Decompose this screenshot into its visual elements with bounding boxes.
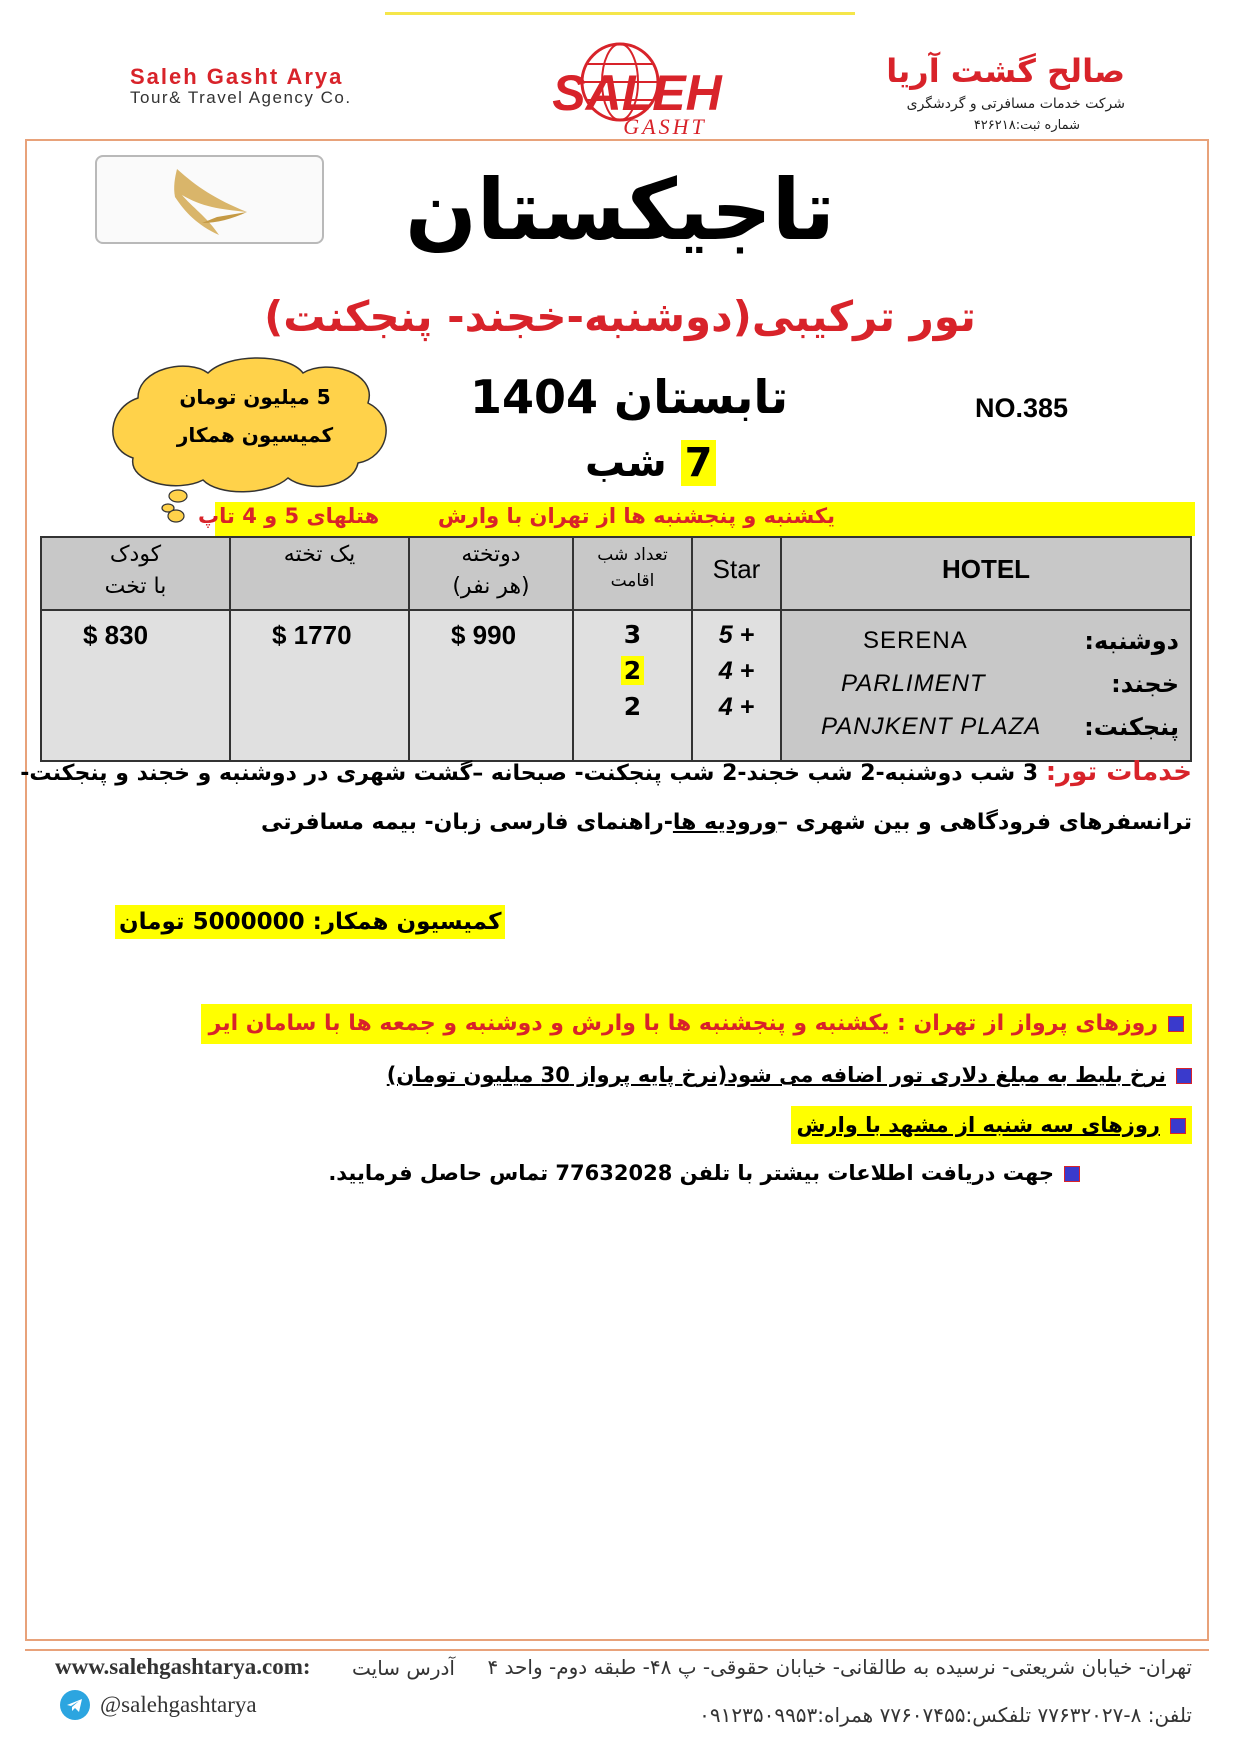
bullet-icon [1170, 1118, 1186, 1134]
commission-cloud-text [130, 378, 380, 454]
price-double: $ 990 [451, 620, 517, 650]
header-child: کودک با تخت [41, 537, 230, 610]
header-star: Star [692, 537, 781, 610]
nights-dushanbe: 3 [623, 620, 642, 649]
hotel-price-table [40, 536, 1192, 762]
bullet-icon [1168, 1016, 1184, 1032]
hotel-city: خجند: [1111, 669, 1179, 698]
bullet-mashhad: روزهای سه شنبه از مشهد با وارش [791, 1106, 1192, 1144]
nights-number: 7 [681, 440, 717, 486]
header-single: یک تخته [230, 537, 409, 610]
hotel-class-text: هتلهای 5 و 4 تاپ [198, 504, 380, 528]
header-double: دوتخته (هر نفر) [409, 537, 573, 610]
hotel-row-panjakent [783, 705, 1189, 748]
services-line-1 [20, 757, 1192, 787]
bullet-flight-days: روزهای پرواز از تهران : یکشنبه و پنجشنبه ها با وارش و دوشنبه و جمعه ها با سامان ایر [201, 1004, 1192, 1044]
cloud-line-1: 5 میلیون تومان [179, 385, 331, 409]
nights-count [585, 440, 716, 486]
header-decor-line [385, 12, 855, 15]
nights-panjakent: 2 [623, 692, 642, 721]
hotel-city: دوشنبه: [1084, 626, 1179, 655]
company-logo-mark [525, 30, 750, 140]
page-title: تاجیکستان [405, 161, 835, 259]
footer-phones: تلفن: ۸-۷۷۶۳۲۰۲۷ تلفکس:۷۷۶۰۷۴۵۵ همراه:۰۹۱۲۳۵۰۹۹۵۳ [699, 1703, 1192, 1727]
cell-price-child [41, 610, 230, 761]
logo-mark-word: SALEH [552, 65, 722, 121]
table-header-row [41, 537, 1191, 610]
logo-fa-subtitle: شرکت خدمات مسافرتی و گردشگری [906, 96, 1125, 112]
price-single: $ 1770 [272, 620, 352, 650]
price-child: $ 830 [83, 620, 149, 650]
bullet-ticket-price: نرخ بلیط به مبلغ دلاری تور اضافه می شود(نرخ پایه پرواز 30 میلیون تومان) [387, 1063, 1192, 1087]
cell-nights [573, 610, 692, 761]
logo-en-subtitle: Tour& Travel Agency Co. [130, 88, 352, 107]
header-nights: تعداد شب اقامت [573, 537, 692, 610]
star-dushanbe: 5 + [718, 621, 755, 649]
season-title: تابستان 1404 [470, 370, 788, 424]
logo-fa-registration: شماره ثبت:۴۲۶۲۱۸ [973, 118, 1080, 133]
logo-fa-name: صالح گشت آریا [886, 52, 1125, 90]
tour-number: NO.385 [975, 393, 1069, 423]
header-hotel: HOTEL [781, 537, 1191, 610]
telegram-icon [60, 1690, 90, 1720]
hotel-name: SERENA [863, 626, 968, 654]
cloud-line-2: کمیسیون همکار [176, 423, 334, 447]
bullet-icon [1176, 1068, 1192, 1084]
hotel-city: پنجکنت: [1084, 712, 1179, 741]
hotel-name: PARLIMENT [841, 669, 986, 697]
hotel-name: PANJKENT PLAZA [821, 712, 1042, 740]
table-row [41, 610, 1191, 761]
cell-price-double [409, 610, 573, 761]
bullet-icon [1064, 1166, 1080, 1182]
footer-divider [25, 1649, 1209, 1651]
services-line-2: ترانسفرهای فرودگاهی و بین شهری –ورودیه ها-راهنمای فارسی زبان- بیمه مسافرتی [261, 810, 1192, 835]
footer-website-link[interactable]: www.salehgashtarya.com: [55, 1654, 311, 1679]
hotel-row-khujand [783, 662, 1189, 705]
nights-word: شب [585, 440, 667, 486]
partner-commission: کمیسیون همکار: 5000000 تومان [115, 905, 505, 939]
flight-days-text: یکشنبه و پنجشنبه ها از تهران با وارش [437, 504, 835, 528]
nights-khujand: 2 [621, 656, 644, 685]
cell-hotels [781, 610, 1191, 761]
cell-price-single [230, 610, 409, 761]
star-panjakent: 4 + [718, 693, 755, 721]
services-label: خدمات تور: [1045, 757, 1192, 787]
logo-mark-subword: GASHT [623, 114, 707, 139]
footer-website-label: آدرس سایت [352, 1656, 455, 1680]
hotel-row-dushanbe [783, 619, 1189, 662]
cell-stars [692, 610, 781, 761]
bullet-contact: جهت دریافت اطلاعات بیشتر با تلفن 77632028 تماس حاصل فرمایید. [328, 1161, 1080, 1185]
tour-subtitle: تور ترکیبی(دوشنبه-خجند- پنجکنت) [264, 292, 976, 341]
footer-address: تهران- خیابان شریعتی- نرسیده به طالقانی- خیابان حقوقی- پ ۴۸- طبقه دوم- واحد ۴ [487, 1655, 1192, 1679]
logo-en-name: Saleh Gasht Arya [130, 64, 344, 89]
services-text-1: 3 شب دوشنبه-2 شب خجند-2 شب پنجکنت- صبحانه –گشت شهری در دوشنبه و خجند و پنجکنت- [20, 761, 1039, 786]
footer-telegram-handle[interactable]: @salehgashtarya [100, 1692, 257, 1717]
star-khujand: 4 + [718, 657, 755, 685]
